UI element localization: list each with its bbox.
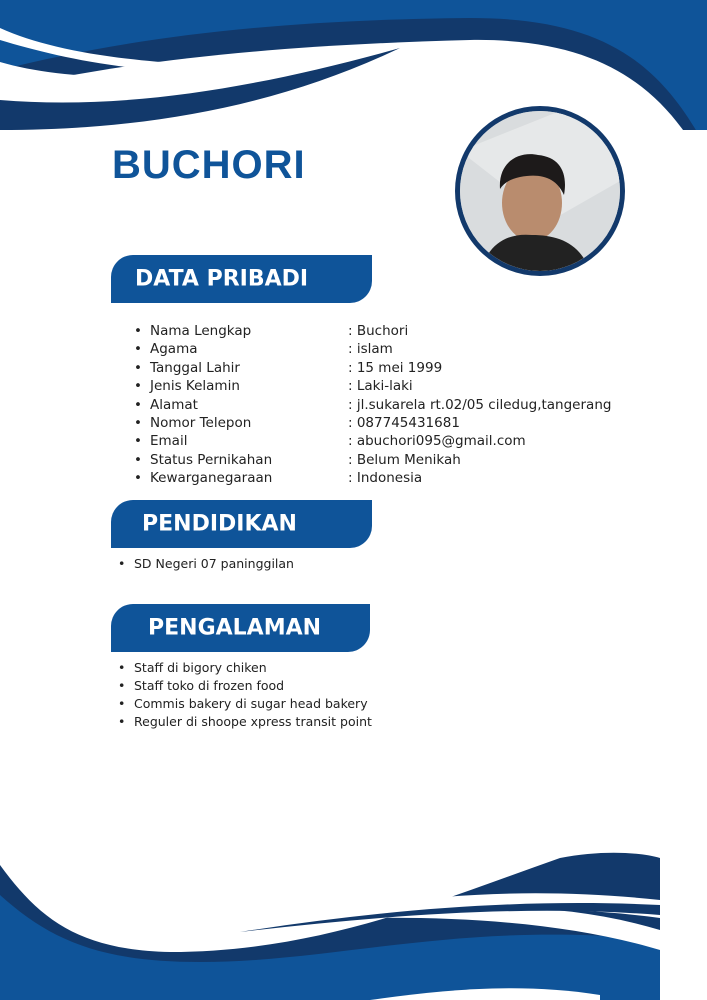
field-value: : Buchori [348, 323, 409, 339]
list-item [118, 677, 372, 695]
education-entry: SD Negeri 07 paninggilan [134, 556, 294, 571]
bullet-icon: • [134, 396, 142, 413]
experience-entry: Commis bakery di sugar head bakery [134, 696, 368, 711]
section-title-education: PENDIDIKAN [142, 511, 297, 537]
bullet-icon: • [134, 414, 142, 431]
field-label: Status Pernikahan [150, 451, 273, 468]
list-item [118, 555, 294, 573]
field-label: Alamat [150, 396, 198, 413]
field-label: Tanggal Lahir [150, 359, 240, 376]
bullet-icon: • [134, 323, 142, 339]
section-header-education [111, 500, 372, 548]
field-value: : Laki-laki [348, 378, 413, 395]
field-label: Agama [150, 341, 198, 358]
education-list [118, 555, 294, 573]
experience-entry: Staff toko di frozen food [134, 678, 285, 693]
bullet-icon: • [134, 378, 142, 395]
bullet-icon: • [118, 696, 126, 711]
bullet-icon: • [134, 470, 142, 487]
bullet-icon: • [118, 678, 126, 693]
experience-entry: Staff di bigory chiken [134, 660, 267, 675]
field-value: : Indonesia [348, 470, 423, 487]
bottom-wave-decoration [0, 840, 707, 1000]
bullet-icon: • [118, 714, 126, 729]
bullet-icon: • [118, 556, 126, 571]
field-value: : jl.sukarela rt.02/05 ciledug,tangerang [348, 396, 612, 413]
field-label: Jenis Kelamin [150, 378, 240, 395]
person-photo-icon [460, 111, 620, 271]
list-item [118, 659, 372, 677]
field-label: Email [150, 433, 188, 450]
field-value: : 087745431681 [348, 414, 460, 431]
field-value: : abuchori095@gmail.com [348, 433, 526, 450]
section-header-experience [111, 604, 370, 652]
bullet-icon: • [118, 660, 126, 675]
candidate-name: BUCHORI [112, 143, 306, 187]
list-item [118, 695, 372, 713]
section-title-experience: PENGALAMAN [148, 615, 322, 641]
field-value: : Belum Menikah [348, 451, 461, 468]
field-value: : 15 mei 1999 [348, 359, 443, 376]
bullet-icon: • [134, 451, 142, 468]
bullet-icon: • [134, 433, 142, 450]
section-header-personal [111, 255, 372, 303]
field-label: Kewarganegaraan [150, 470, 273, 487]
bullet-icon: • [134, 359, 142, 376]
top-wave-decoration [0, 0, 707, 130]
profile-photo [455, 106, 625, 276]
field-label: Nomor Telepon [150, 414, 252, 431]
list-item [118, 713, 372, 731]
experience-entry: Reguler di shoope xpress transit point [134, 714, 372, 729]
field-label: Nama Lengkap [150, 323, 252, 339]
bullet-icon: • [134, 341, 142, 358]
experience-list [118, 659, 372, 731]
field-value: : islam [348, 341, 393, 358]
section-title-personal: DATA PRIBADI [135, 266, 309, 292]
